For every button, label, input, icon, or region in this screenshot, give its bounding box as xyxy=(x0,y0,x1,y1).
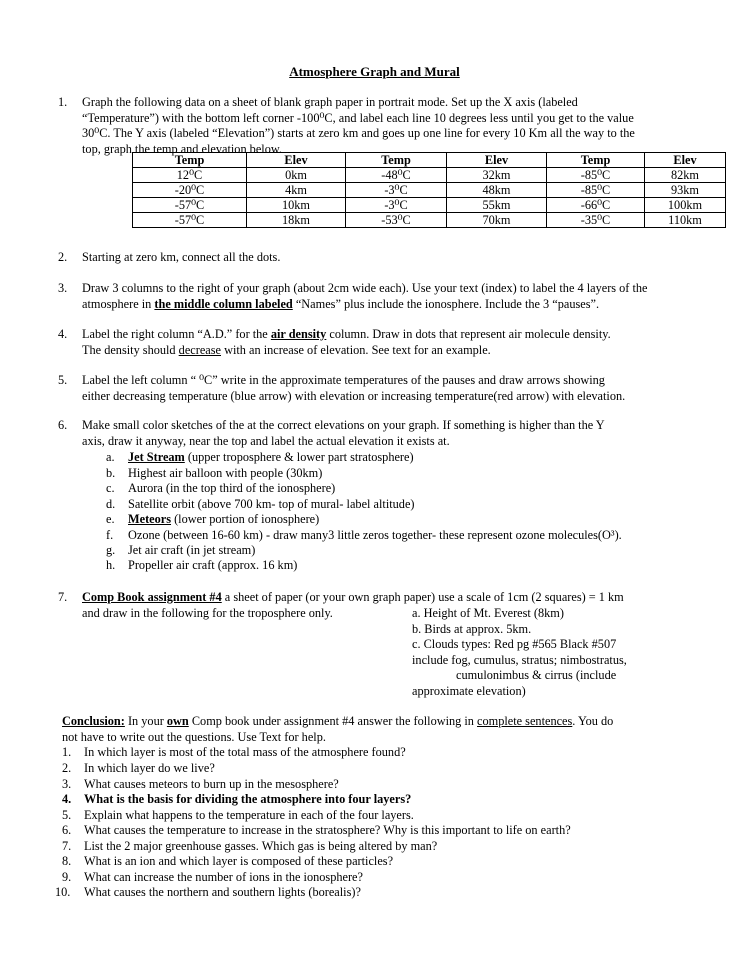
question-item xyxy=(62,839,437,855)
question-item xyxy=(62,761,215,777)
table-cell: 100km xyxy=(645,198,726,213)
item-number: 3. xyxy=(58,281,68,295)
instruction-line: and draw in the following for the troposphere only. xyxy=(82,605,333,620)
instruction-line: 30⁰C. The Y axis (labeled “Elevation”) starts at zero km and goes up one line for every 10 Km all the way to the xyxy=(82,126,635,141)
sub-item-text: Highest air balloon with people (30km) xyxy=(128,466,323,480)
sub-item-letter: a. xyxy=(106,450,115,464)
question-text: What causes the northern and southern lights (borealis)? xyxy=(84,885,361,899)
table-header-row xyxy=(133,153,726,168)
item-number: 6. xyxy=(58,418,68,432)
list-item: include fog, cumulus, stratus; nimbostratus, xyxy=(412,652,627,667)
table-cell: -85⁰C xyxy=(547,168,645,183)
sub-item-text: Propeller air craft (approx. 16 km) xyxy=(128,558,298,572)
question-number: 4. xyxy=(62,792,72,806)
instruction-line xyxy=(82,297,698,313)
sub-item-text: Aurora (in the top third of the ionosphere) xyxy=(128,481,336,495)
question-text: What is an ion and which layer is composed of these particles? xyxy=(84,854,394,868)
item-number: 7. xyxy=(58,590,68,604)
question-text: What can increase the number of ions in the ionosphere? xyxy=(84,870,363,884)
list-item: c. Clouds types: Red pg #565 Black #507 xyxy=(412,637,617,652)
text-run: Label the right column “A.D.” for the xyxy=(82,327,271,341)
table-cell: 110km xyxy=(645,213,726,228)
table-row xyxy=(133,198,726,213)
question-text: What is the basis for dividing the atmosphere into four layers? xyxy=(84,792,412,806)
table-cell: -3⁰C xyxy=(346,183,447,198)
question-item xyxy=(62,792,411,808)
table-cell: -66⁰C xyxy=(547,198,645,213)
emphasis-text: decrease xyxy=(178,342,221,357)
text-run: Comp book under assignment #4 answer the following in xyxy=(188,714,478,728)
emphasis-text: complete sentences xyxy=(477,714,573,728)
question-number: 2. xyxy=(62,761,72,775)
sub-item xyxy=(106,558,297,574)
text-run: a sheet of paper (or your own graph paper) use a scale of 1cm (2 squares) = 1 km xyxy=(221,590,624,604)
conclusion-intro xyxy=(62,714,702,745)
question-number: 1. xyxy=(62,745,72,759)
question-item xyxy=(62,745,406,761)
sub-item-text: Jet air craft (in jet stream) xyxy=(128,543,256,557)
sub-item xyxy=(106,528,622,544)
table-row xyxy=(133,183,726,198)
emphasis-text: Jet Stream xyxy=(128,450,185,464)
question-number: 10. xyxy=(55,885,71,899)
table-row xyxy=(133,168,726,183)
instruction-line: Label the left column “ ⁰C” write in the approximate temperatures of the pauses and draw arrows showing xyxy=(82,373,605,387)
sub-item-letter: d. xyxy=(106,497,116,511)
instruction-6 xyxy=(58,418,698,449)
question-number: 3. xyxy=(62,777,72,791)
sub-item xyxy=(106,481,335,497)
instruction-line: axis, draw it anyway, near the top and label the actual elevation it exists at. xyxy=(82,433,450,448)
sub-item-text: (lower portion of ionosphere) xyxy=(171,512,320,526)
question-item xyxy=(62,854,393,870)
question-item xyxy=(62,777,339,793)
table-cell: -85⁰C xyxy=(547,183,645,198)
text-run: . You do xyxy=(572,714,614,728)
question-number: 9. xyxy=(62,870,72,884)
table-cell: 82km xyxy=(645,168,726,183)
question-text: What causes the temperature to increase in the stratosphere? Why is this important to life on earth? xyxy=(84,823,571,837)
question-text: In which layer is most of the total mass of the atmosphere found? xyxy=(84,745,406,759)
item-number: 2. xyxy=(58,250,68,264)
question-number: 7. xyxy=(62,839,72,853)
conclusion-line: not have to write out the questions. Use Text for help. xyxy=(62,729,326,744)
table-cell: 32km xyxy=(447,168,547,183)
conclusion-line xyxy=(62,714,702,730)
text-run: The density should xyxy=(82,342,179,357)
item-number: 4. xyxy=(58,327,68,341)
data-table xyxy=(132,152,726,228)
instruction-line: Make small color sketches of the at the correct elevations on your graph. If something is higher than the Y xyxy=(82,418,605,432)
text-run: In your xyxy=(124,714,167,728)
text-run: with an increase of elevation. See text for an example. xyxy=(221,342,491,357)
table-cell: 4km xyxy=(247,183,346,198)
list-item: a. Height of Mt. Everest (8km) xyxy=(412,606,564,620)
table-header: Elev xyxy=(447,153,547,168)
table-cell: -3⁰C xyxy=(346,198,447,213)
emphasis-text: own xyxy=(166,714,189,728)
sub-item xyxy=(106,450,414,466)
table-cell: 10km xyxy=(247,198,346,213)
sub-item-letter: h. xyxy=(106,558,116,572)
list-item: b. Birds at approx. 5km. xyxy=(412,621,532,636)
instruction-5 xyxy=(58,373,698,404)
instruction-3 xyxy=(58,281,698,312)
sub-item xyxy=(106,466,322,482)
table-cell: 55km xyxy=(447,198,547,213)
instruction-line xyxy=(82,590,698,606)
instruction-2 xyxy=(58,250,698,266)
text-run: atmosphere in xyxy=(82,296,155,311)
instruction-line: Starting at zero km, connect all the dots. xyxy=(82,250,281,264)
instruction-line xyxy=(82,327,698,343)
instruction-4 xyxy=(58,327,698,358)
instruction-line xyxy=(82,343,698,359)
sub-item-text: Satellite orbit (above 700 km- top of mural- label altitude) xyxy=(128,497,415,511)
item-number: 5. xyxy=(58,373,68,387)
question-item xyxy=(55,885,361,901)
question-text: What causes meteors to burn up in the mesosphere? xyxy=(84,777,339,791)
conclusion-label: Conclusion: xyxy=(62,714,125,728)
sub-item xyxy=(106,512,319,528)
table-header: Temp xyxy=(547,153,645,168)
item-number: 1. xyxy=(58,95,68,109)
table-cell: -53⁰C xyxy=(346,213,447,228)
sub-item xyxy=(106,497,415,513)
question-item xyxy=(62,870,363,886)
question-number: 6. xyxy=(62,823,72,837)
sub-item-text: Ozone (between 16-60 km) - draw many3 little zeros together- these represent ozone molecules(O³). xyxy=(128,528,622,542)
table-cell: 18km xyxy=(247,213,346,228)
instruction-line: either decreasing temperature (blue arrow) with elevation or increasing temperature(red arrow) with elevation. xyxy=(82,388,626,403)
item-7-list xyxy=(412,606,702,700)
sub-item-letter: b. xyxy=(106,466,116,480)
emphasis-text: air density xyxy=(270,327,327,341)
question-item xyxy=(62,808,414,824)
table-cell: 0km xyxy=(247,168,346,183)
instruction-line: “Temperature”) with the bottom left corner -100⁰C, and label each line 10 degrees less until you get to the value xyxy=(82,110,634,125)
question-text: Explain what happens to the temperature in each of the four layers. xyxy=(84,808,414,822)
table-header: Elev xyxy=(247,153,346,168)
instruction-line: Draw 3 columns to the right of your graph (about 2cm wide each). Use your text (index) to label the 4 layers of the xyxy=(82,281,648,295)
table-cell: -35⁰C xyxy=(547,213,645,228)
list-item: approximate elevation) xyxy=(412,683,526,698)
table-cell: -48⁰C xyxy=(346,168,447,183)
table-cell: -20⁰C xyxy=(133,183,247,198)
table-cell: 70km xyxy=(447,213,547,228)
page-title: Atmosphere Graph and Mural xyxy=(289,64,460,79)
sub-item xyxy=(106,543,255,559)
sub-item-letter: e. xyxy=(106,512,115,526)
question-number: 8. xyxy=(62,854,72,868)
table-header: Temp xyxy=(133,153,247,168)
sub-item-text: (upper troposphere & lower part stratosphere) xyxy=(184,450,414,464)
text-run: column. Draw in dots that represent air molecule density. xyxy=(326,327,611,341)
emphasis-text: Comp Book assignment #4 xyxy=(82,590,222,604)
emphasis-text: the middle column labeled xyxy=(154,296,293,311)
table-cell: 48km xyxy=(447,183,547,198)
table-cell: -57⁰C xyxy=(133,198,247,213)
instruction-1 xyxy=(58,95,698,157)
table-header: Elev xyxy=(645,153,726,168)
question-number: 5. xyxy=(62,808,72,822)
table-row xyxy=(133,213,726,228)
sub-item-letter: f. xyxy=(106,528,114,542)
list-item: cumulonimbus & cirrus (include xyxy=(456,668,617,683)
table-cell: 93km xyxy=(645,183,726,198)
text-run: “Names” plus include the ionosphere. Include the 3 “pauses”. xyxy=(292,296,600,311)
table-cell: 12⁰C xyxy=(133,168,247,183)
question-item xyxy=(62,823,571,839)
table-cell: -57⁰C xyxy=(133,213,247,228)
question-text: List the 2 major greenhouse gasses. Which gas is being altered by man? xyxy=(84,839,438,853)
emphasis-text: Meteors xyxy=(128,512,172,526)
sub-item-letter: c. xyxy=(106,481,115,495)
instruction-line: Graph the following data on a sheet of blank graph paper in portrait mode. Set up the X axis (labeled xyxy=(82,95,578,109)
sub-item-letter: g. xyxy=(106,543,116,557)
question-text: In which layer do we live? xyxy=(84,761,215,775)
instruction-line: top, graph the temp and elevation below. xyxy=(82,141,282,156)
table-header: Temp xyxy=(346,153,447,168)
